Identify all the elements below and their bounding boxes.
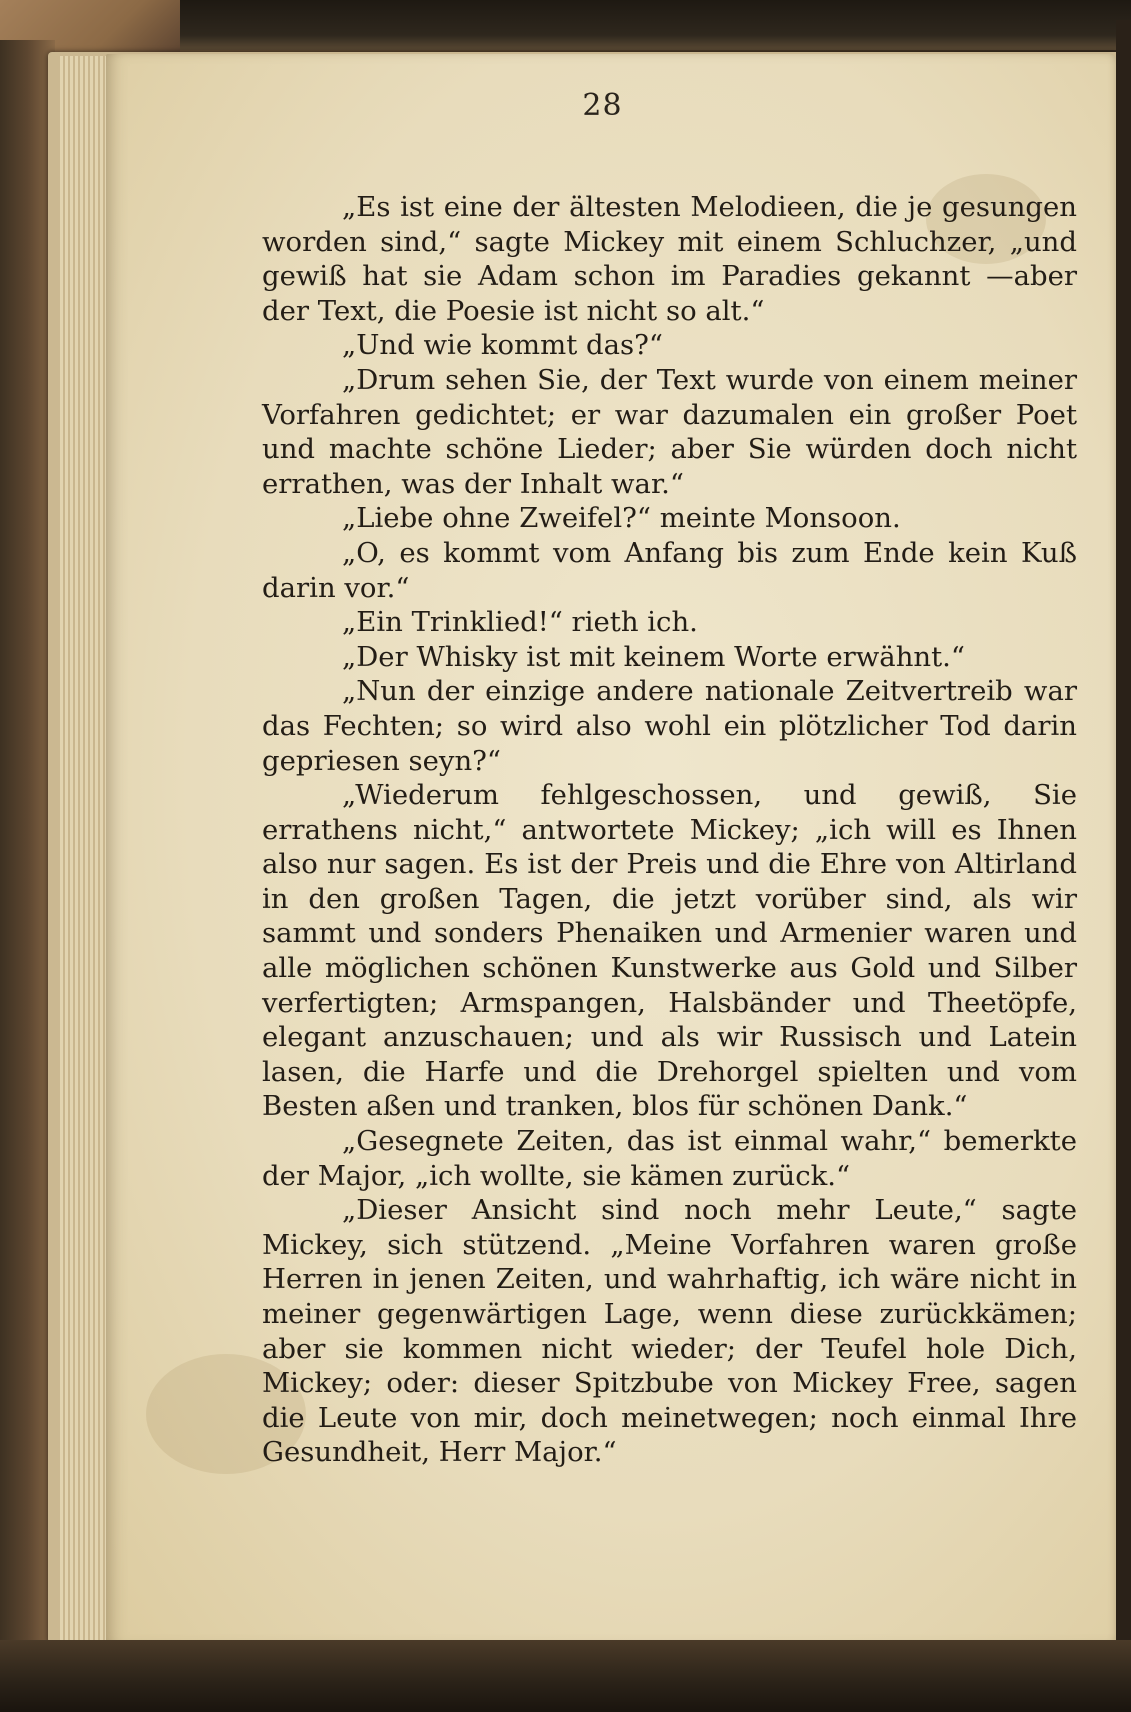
body-text (262, 190, 1077, 1470)
paragraph: „Und wie kommt das?“ (342, 329, 663, 362)
page-edges (60, 56, 108, 1641)
paragraph: „Wiederum fehlgeschossen, und gewiß, Sie errathens nicht,“ antwortete Mickey; „ich will es Ihnen also nur sagen. Es ist der Preis und die Ehre von Altirland in den großen Tagen, die jetzt vorüber sind, als wir sammt und sonders Phenaiken und Armenier waren und alle möglichen schönen Kunstwerke aus Gold und Silber verfertigten; Armspangen, Halsbänder und Theetöpfe, elegant anzuschauen; und als wir Russisch und Latein lasen, die Harfe und die Drehorgel spielten und vom Besten aßen und tranken, blos für schönen Dank.“ (262, 779, 1077, 1123)
paragraph: „Liebe ohne Zweifel?“ meinte Monsoon. (342, 502, 901, 535)
book-spine (0, 40, 55, 1660)
page-number: 28 (582, 88, 623, 123)
paragraph: „O, es kommt vom Anfang bis zum Ende kein Kuß darin vor.“ (262, 536, 1077, 604)
book-bottom-edge (0, 1640, 1131, 1712)
paragraph: „Nun der einzige andere nationale Zeitvertreib war das Fechten; so wird also wohl ein plötzlicher Tod darin gepriesen seyn?“ (262, 675, 1077, 777)
paragraph: „Der Whisky ist mit keinem Worte erwähnt.“ (342, 640, 965, 673)
paragraph: „Es ist eine der ältesten Melodieen, die je gesungen worden sind,“ sagte Mickey mit einem Schluchzer, „und gewiß hat sie Adam schon im Paradies gekannt —aber der Text, die Poesie ist nicht so alt.“ (262, 191, 1077, 327)
book-right-edge (1116, 20, 1131, 1680)
paragraph: „Dieser Ansicht sind noch mehr Leute,“ sagte Mickey, sich stützend. „Meine Vorfahren waren große Herren in jenen Zeiten, und wahrhaftig, ich wäre nicht in meiner gegenwärtigen Lage, wenn diese zurückkämen; aber sie kommen nicht wieder; der Teufel hole Dich, Mickey; oder: dieser Spitzbube von Mickey Free, sagen die Leute von mir, doch meinetwegen; noch einmal Ihre Gesundheit, Herr Major.“ (262, 1194, 1077, 1469)
paragraph: „Drum sehen Sie, der Text wurde von einem meiner Vorfahren gedichtet; er war dazumalen ein großer Poet und machte schöne Lieder; aber Sie würden doch nicht errathen, was der Inhalt war.“ (262, 363, 1077, 500)
paragraph: „Gesegnete Zeiten, das ist einmal wahr,“ bemerkte der Major, „ich wollte, sie kämen zurück.“ (262, 1125, 1077, 1192)
paragraph: „Ein Trinklied!“ rieth ich. (342, 606, 698, 639)
